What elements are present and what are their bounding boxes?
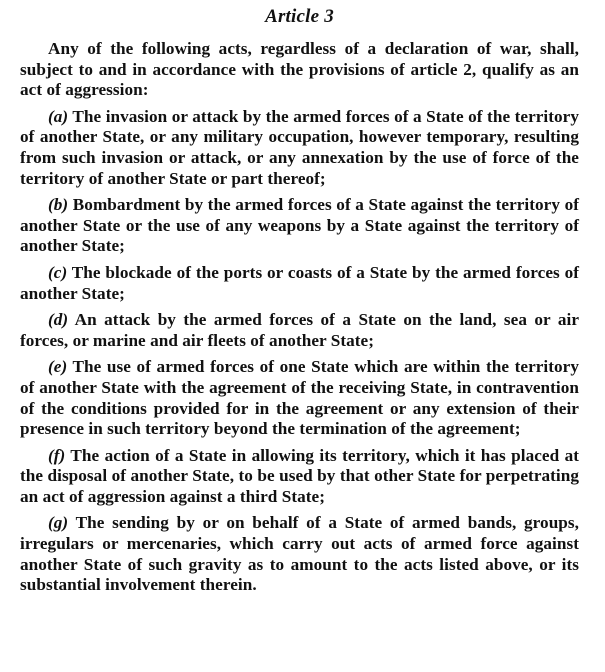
- article-item-b: [20, 195, 579, 257]
- item-label: (b): [48, 195, 69, 215]
- item-text: The invasion or attack by the armed forces of a State of the territory of another State, or any military occupation, however temporary, resulting from such invasion or attack, or any annexation by the use of force of the territory of another State or part thereof;: [20, 106, 579, 188]
- item-text: The sending by or on behalf of a State of armed bands, groups, irregulars or mercenaries, which carry out acts of armed force against another State of such gravity as to amount to the acts listed above, or its substantial involvement therein.: [20, 513, 579, 595]
- item-text: The blockade of the ports or coasts of a State by the armed forces of another State;: [20, 262, 579, 303]
- item-text: The use of armed forces of one State which are within the territory of another State with the agreement of the receiving State, in contravention of the conditions provided for in the agreement or any extension of their presence in such territory beyond the termination of the agreement;: [20, 357, 579, 439]
- item-text: The action of a State in allowing its territory, which it has placed at the disposal of another State, to be used by that other State for perpetrating an act of aggression against a third State;: [20, 445, 579, 506]
- article-item-d: [20, 310, 579, 351]
- article-title: Article 3: [265, 6, 334, 27]
- item-label: (c): [48, 262, 68, 282]
- item-text: An attack by the armed forces of a State on the land, sea or air forces, or marine and air fleets of another State;: [20, 310, 579, 350]
- item-label: (f): [48, 445, 66, 465]
- article-item-g: [20, 513, 579, 595]
- article-item-f: [20, 446, 579, 508]
- article-item-a: [20, 107, 579, 189]
- item-label: (e): [48, 357, 68, 377]
- item-text: Bombardment by the armed forces of a State against the territory of another State or the use of any weapons by a State against the territory of another State;: [20, 195, 579, 256]
- item-label: (d): [48, 310, 69, 330]
- article-intro: Any of the following acts, regardless of a declaration of war, shall, subject to and in accordance with the provisions of article 2, qualify as an act of aggression:: [20, 39, 579, 100]
- article-item-e: [20, 357, 579, 439]
- item-label: (a): [48, 106, 69, 126]
- item-label: (g): [48, 513, 69, 533]
- article-item-c: [20, 263, 579, 304]
